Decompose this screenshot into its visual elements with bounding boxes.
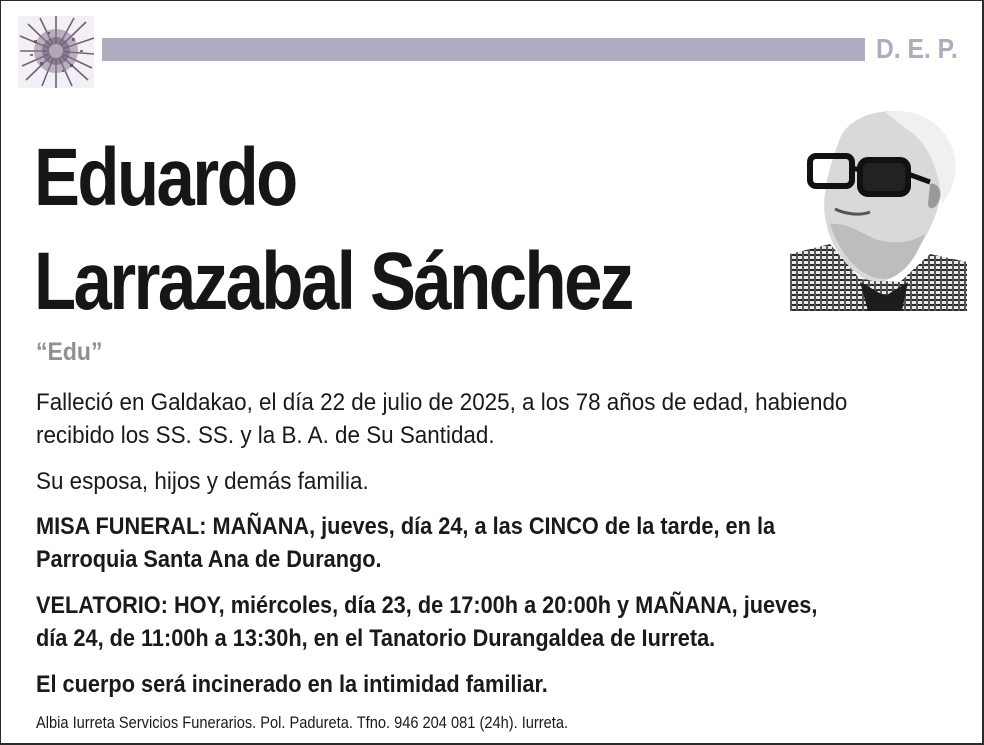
death-notice (36, 386, 847, 452)
death-notice-line-2: recibido los SS. SS. y la B. A. de Su Santidad. (36, 422, 495, 449)
funeral-home-footer: Albia Iurreta Servicios Funerarios. Pol. Padureta. Tfno. 946 204 081 (24h). Iurreta. (36, 713, 569, 732)
flower-ornament-icon (14, 10, 98, 92)
dep-label: D. E. P. (876, 33, 958, 64)
portrait-photo (790, 104, 967, 311)
funeral-mass (36, 510, 775, 576)
funeral-mass-line-2: Parroquia Santa Ana de Durango. (36, 546, 382, 573)
header-bar (102, 38, 865, 61)
death-notice-line-1: Falleció en Galdakao, el día 22 de julio de 2025, a los 78 años de edad, habiendo (36, 389, 848, 416)
cremation-note: El cuerpo será incinerado en la intimidad familiar. (36, 671, 548, 698)
family-text: Su esposa, hijos y demás familia. (36, 468, 369, 495)
wake-line-2: día 24, de 11:00h a 13:30h, en el Tanatorio Durangaldea de Iurreta. (36, 625, 716, 652)
wake-info (36, 589, 817, 655)
surnames: Larrazabal Sánchez (34, 236, 632, 327)
deceased-name (34, 126, 632, 334)
funeral-mass-line-1: MISA FUNERAL: MAÑANA, jueves, día 24, a las CINCO de la tarde, en la (36, 513, 776, 540)
nickname: “Edu” (36, 338, 103, 366)
first-name: Eduardo (34, 132, 296, 223)
wake-line-1: VELATORIO: HOY, miércoles, día 23, de 17:00h a 20:00h y MAÑANA, jueves, (36, 592, 818, 619)
